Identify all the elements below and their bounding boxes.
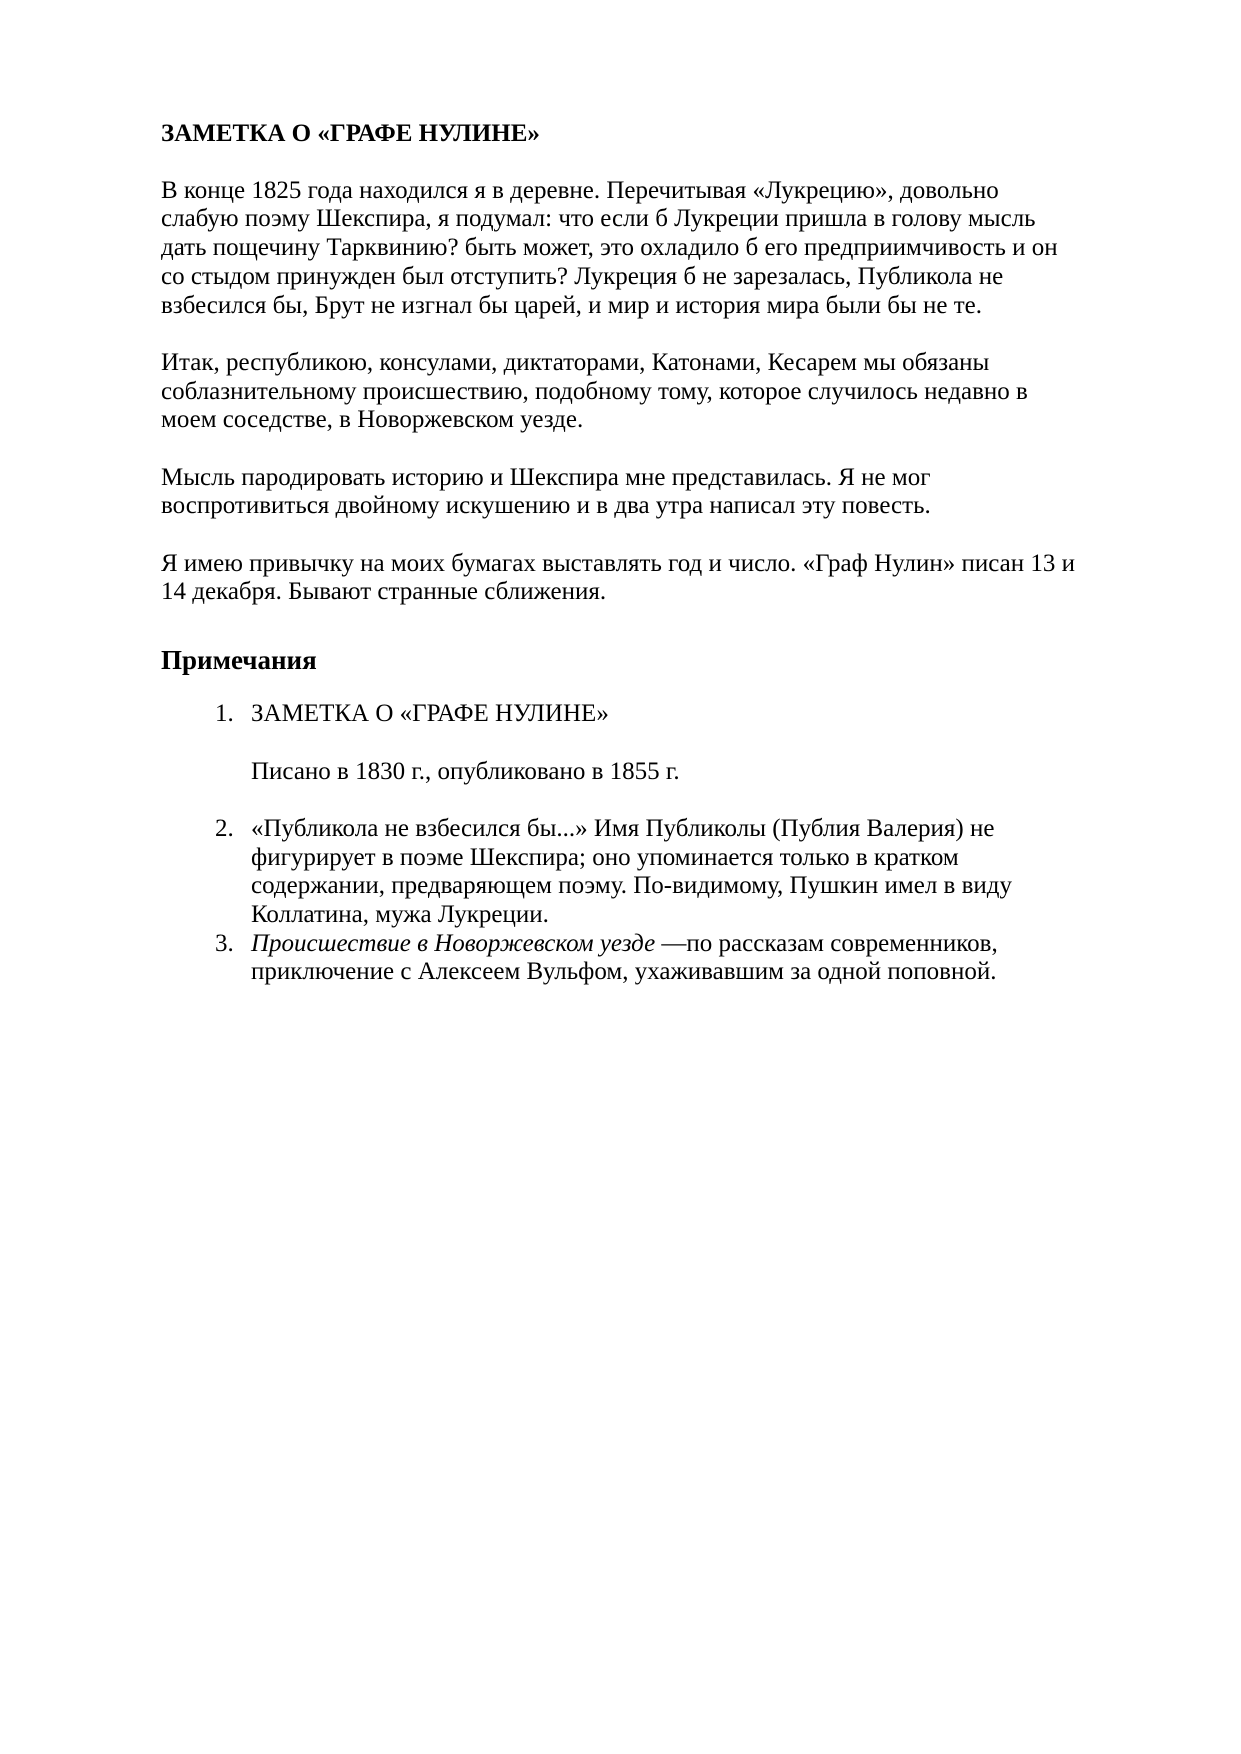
note-text-3 bbox=[251, 930, 1082, 987]
notes-heading: Примечания bbox=[161, 645, 317, 676]
note-3-text-rest: —по рассказам современников, приключение с Алексеем Вульфом, ухаживавшим за одной поповной. bbox=[251, 929, 998, 986]
note-number-3: 3. bbox=[215, 929, 234, 957]
paragraph-3: Мысль пародировать историю и Шекспира мне представилась. Я не мог воспротивиться двойному искушению и в два утра написал эту повесть. bbox=[161, 463, 931, 520]
paragraph-1: В конце 1825 года находился я в деревне. Перечитывая «Лукрецию», довольно слабую поэму Шекспира, я подумал: что если б Лукреции пришла в голову мысль дать пощечину Тарквинию? быть может, это охладило б его предприимчивость и он со стыдом принужден был отступить? Лукреция б не зарезалась, Публикола не взбесился бы, Брут не изгнал бы царей, и мир и история мира были бы не те. bbox=[161, 176, 1058, 319]
note-number-2: 2. bbox=[215, 814, 234, 842]
note-number-1: 1. bbox=[215, 700, 234, 728]
note-text-1: ЗАМЕТКА О «ГРАФЕ НУЛИНЕ» bbox=[251, 700, 609, 728]
paragraph-4: Я имею привычку на моих бумагах выставлять год и число. «Граф Нулин» писан 13 и 14 декабря. Бывают странные сближения. bbox=[161, 549, 1076, 606]
note-3-italic-lead: Происшествие в Новоржевском уезде bbox=[251, 929, 656, 957]
note-item-2 bbox=[161, 815, 1082, 930]
note-item-1 bbox=[161, 700, 1082, 729]
document-title: ЗАМЕТКА О «ГРАФЕ НУЛИНЕ» bbox=[161, 120, 540, 147]
note-text-2: «Публикола не взбесился бы...» Имя Публиколы (Публия Валерия) не фигурирует в поэме Шекспира; оно упоминается только в кратком содержании, предваряющем поэму. По-видимому, Пушкин имел в виду Коллатина, мужа Лукреции. bbox=[251, 814, 1012, 929]
note-1-sub-paragraph: Писано в 1830 г., опубликовано в 1855 г. bbox=[251, 757, 680, 785]
paragraph-2: Итак, республикою, консулами, диктаторами, Катонами, Кесарем мы обязаны соблазнительному происшествию, подобному тому, которое случилось недавно в моем соседстве, в Новоржевском уезде. bbox=[161, 348, 1028, 434]
note-item-3 bbox=[161, 930, 1082, 987]
